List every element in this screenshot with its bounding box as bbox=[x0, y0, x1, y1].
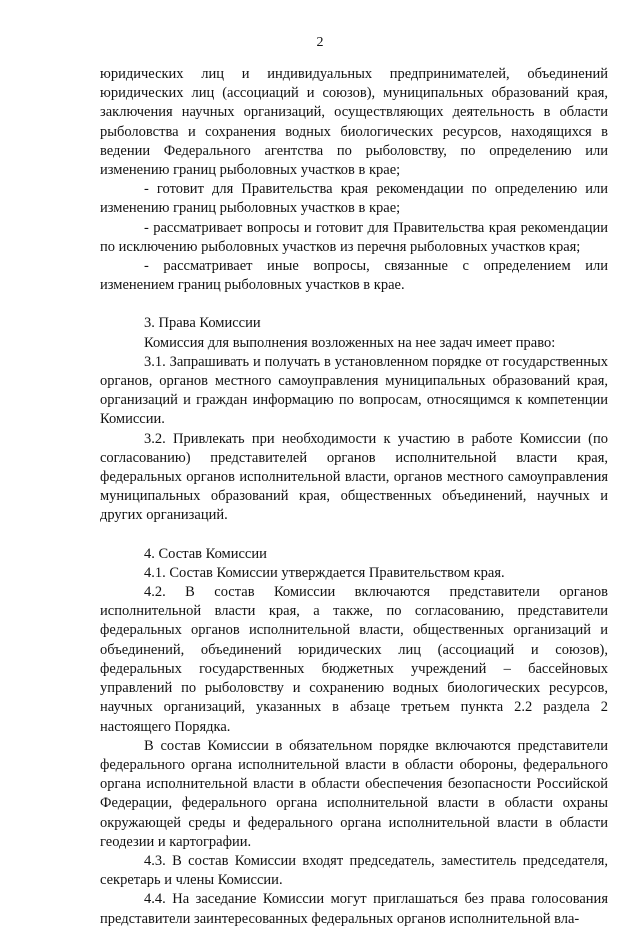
paragraph-4-3: 4.3. В состав Комиссии входят председатель, заместитель председателя, секретарь и члены Комиссии. bbox=[100, 852, 608, 889]
paragraph-3-1: 3.1. Запрашивать и получать в установленном порядке от государственных органов, органов местного самоуправления муниципальных образований края, организаций и граждан информацию по вопросам, относящимся к компетенции Комиссии. bbox=[100, 353, 608, 428]
paragraph-4-1: 4.1. Состав Комиссии утверждается Правительством края. bbox=[144, 564, 505, 581]
paragraph-continuation: юридических лиц и индивидуальных предпринимателей, объединений юридических лиц (ассоциаций и союзов), муниципальных образований края, заключения научных организаций, осуществляющих деятельность в области рыболовства и сохранения водных биологических ресурсов, находящихся в ведении Федерального агентства по рыболовству, по определению или изменению границ рыболовных участков в крае; bbox=[100, 66, 608, 179]
section-heading-rights: 3. Права Комиссии bbox=[144, 315, 261, 332]
paragraph-mandatory-members: В состав Комиссии в обязательном порядке включаются представители федерального органа исполнительной власти в области обороны, федерального органа исполнительной власти в области обеспечения безопасности Российской Федерации, федерального органа исполнительной власти в области охраны окружающей среды и федерального органа исполнительной власти в области геодезии и картографии. bbox=[100, 737, 608, 850]
document-body bbox=[100, 65, 608, 929]
list-item-other-questions: - рассматривает иные вопросы, связанные с определением или изменением границ рыболовных участков в крае. bbox=[100, 258, 608, 294]
list-item-exclusion: - рассматривает вопросы и готовит для Правительства края рекомендации по исключению рыболовных участков из перечня рыболовных участков края; bbox=[100, 219, 608, 255]
paragraph-4-2: 4.2. В состав Комиссии включаются представители органов исполнительной власти края, а также, по согласованию, представители федеральных органов исполнительной власти, общественных организаций и объединений, объединений юридических лиц (ассоциаций и союзов), федеральных государственных бюджетных учреждений – бассейновых управлений по рыболовству и сохранению водных биологических ресурсов, научных организаций, указанных в абзаце третьем пункта 2.2 раздела 2 настоящего Порядка. bbox=[100, 584, 608, 735]
paragraph-rights-intro: Комиссия для выполнения возложенных на нее задач имеет право: bbox=[144, 334, 556, 351]
page-number: 2 bbox=[316, 35, 324, 50]
paragraph-4-4: 4.4. На заседание Комиссии могут приглашаться без права голосования представители заинтересованных федеральных органов исполнительной вла- bbox=[100, 891, 608, 927]
list-item-boundaries: - готовит для Правительства края рекомендации по определению или изменению границ рыболовных участков в крае; bbox=[100, 181, 608, 217]
paragraph-3-2: 3.2. Привлекать при необходимости к участию в работе Комиссии (по согласованию) представителей органов исполнительной власти края, федеральных органов исполнительной власти, органов местного самоуправления муниципальных образований края, общественных объединений, научных и других организаций. bbox=[100, 430, 608, 524]
section-heading-composition: 4. Состав Комиссии bbox=[144, 545, 267, 562]
